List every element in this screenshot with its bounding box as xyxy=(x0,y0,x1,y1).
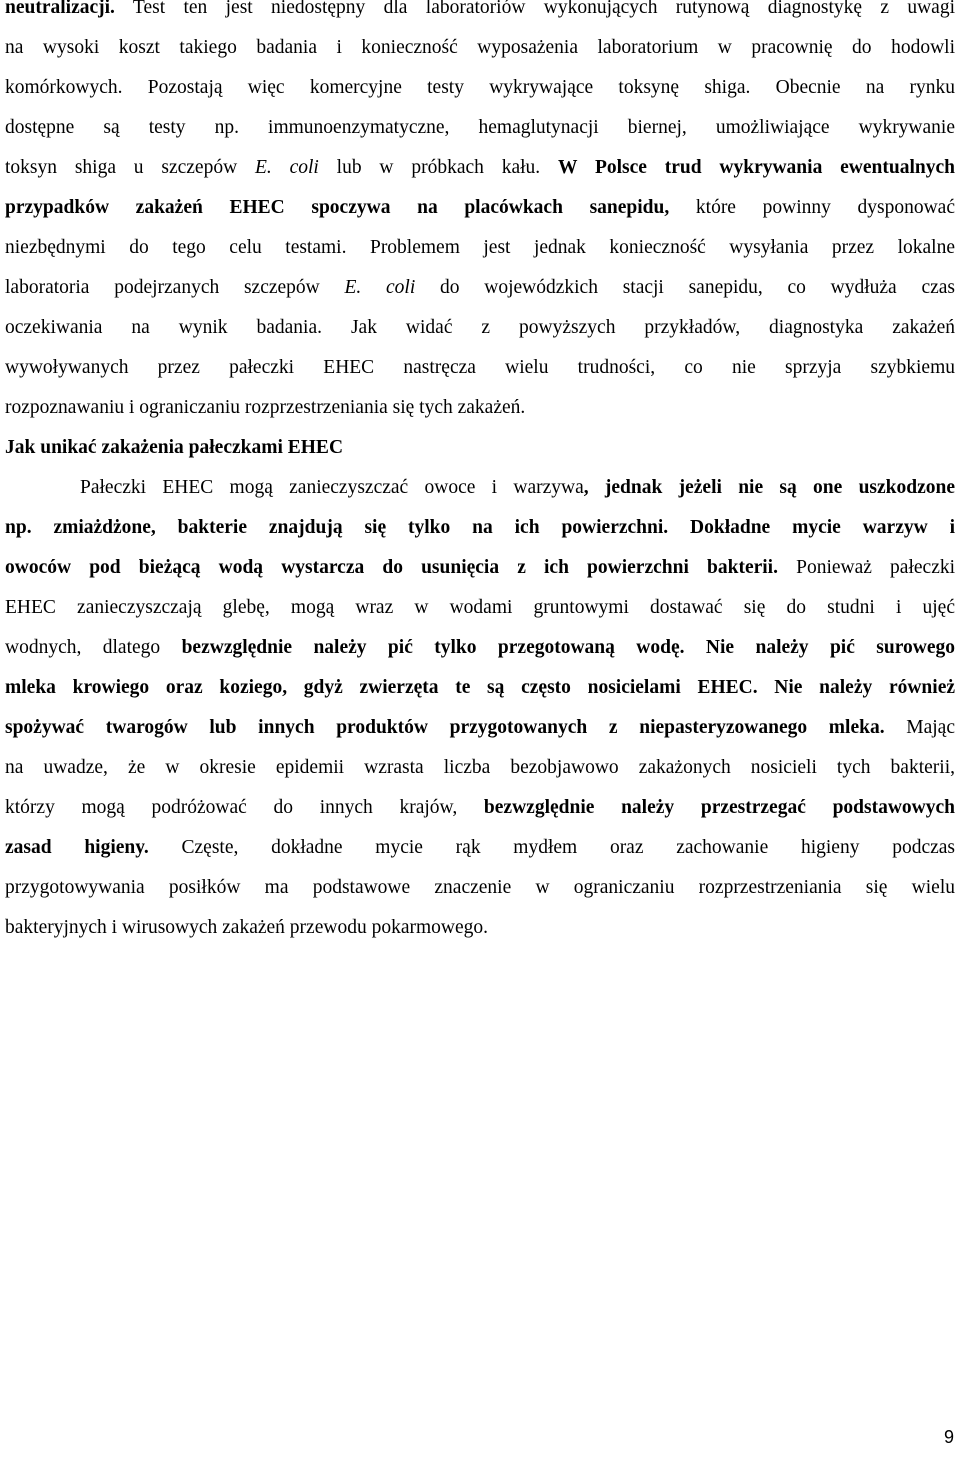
text-run: oczekiwania na wynik badania. Jak widać z powyższych przykładów, diagnostyka zakażeń xyxy=(5,317,955,338)
text-line xyxy=(5,908,955,948)
text-line xyxy=(5,348,955,388)
text-run: spożywać twarogów lub innych produktów przygotowanych z niepasteryzowanego mleka. xyxy=(5,717,885,738)
text-line xyxy=(5,28,955,68)
text-line xyxy=(5,748,955,788)
text-run: niezbędnymi do tego celu testami. Problemem jest jednak konieczność wysyłania przez lokalne xyxy=(5,237,955,258)
text-line xyxy=(5,0,955,28)
text-run: bezwzględnie należy przestrzegać podstawowych xyxy=(483,797,955,818)
text-run: neutralizacji. xyxy=(5,0,115,18)
text-run: przygotowywania posiłków ma podstawowe znaczenie w ograniczaniu rozprzestrzeniania się wielu xyxy=(5,877,955,898)
text-line xyxy=(5,228,955,268)
text-line xyxy=(5,788,955,828)
text-line xyxy=(5,668,955,708)
text-run: laboratoria podejrzanych szczepów xyxy=(5,277,345,298)
text-run: na uwadze, że w okresie epidemii wzrasta liczba bezobjawowo zakażonych nosicieli tych bakterii, xyxy=(5,757,955,778)
text-run: EHEC zanieczyszczają glebę, mogą wraz w wodami gruntowymi dostawać się do studni i ujęć xyxy=(5,597,955,618)
text-run: dostępne są testy np. immunoenzymatyczne, hemaglutynacji biernej, umożliwiające wykrywanie xyxy=(5,117,955,138)
text-run: przypadków zakażeń EHEC spoczywa na placówkach sanepidu, xyxy=(5,197,670,218)
text-line xyxy=(5,508,955,548)
text-run: bezwzględnie należy pić tylko przegotowaną wodę. xyxy=(181,637,685,658)
text-line xyxy=(5,388,955,428)
text-line xyxy=(5,828,955,868)
text-run: zasad higieny. xyxy=(5,837,149,858)
text-run: rozpoznawaniu i ograniczaniu rozprzestrzeniania się tych zakażeń. xyxy=(5,397,526,418)
text-run: komórkowych. Pozostają więc komercyjne testy wykrywające toksynę shiga. Obecnie na rynku xyxy=(5,77,955,98)
text-line xyxy=(5,708,955,748)
text-line xyxy=(5,108,955,148)
text-line xyxy=(5,548,955,588)
text-line xyxy=(5,68,955,108)
text-run: do wojewódzkich stacji sanepidu, co wydłuża czas xyxy=(415,277,956,298)
text-run: Test ten jest niedostępny dla laboratoriów wykonujących rutynową diagnostykę z uwagi xyxy=(114,0,955,18)
text-run: Częste, dokładne mycie rąk mydłem oraz zachowanie higieny podczas xyxy=(148,837,955,858)
text-run: którzy mogą podróżować do innych krajów, xyxy=(5,797,484,818)
text-line xyxy=(5,628,955,668)
text-run: wodnych, dlatego xyxy=(5,637,182,658)
text-run: E. coli xyxy=(255,157,319,178)
text-run: np. zmiażdżone, bakterie znajdują się tylko na ich powierzchni. Dokładne mycie warzyw i xyxy=(5,517,955,538)
text-run: toksyn shiga u szczepów xyxy=(5,157,255,178)
text-run: które powinny dysponować xyxy=(669,197,955,218)
text-line xyxy=(5,188,955,228)
page-number: 9 xyxy=(943,1427,954,1447)
document-page xyxy=(5,0,955,1460)
text-line xyxy=(5,868,955,908)
text-run: , jednak jeżeli nie są one uszkodzone xyxy=(583,477,956,498)
text-run: Nie należy pić surowego xyxy=(705,637,956,658)
text-run: lub w próbkach kału. xyxy=(318,157,558,178)
text-run: na wysoki koszt takiego badania i konieczność wyposażenia laboratorium w pracownię do hodowli xyxy=(5,37,955,58)
text-line xyxy=(5,268,955,308)
text-run: E. coli xyxy=(344,277,416,298)
text-run: Ponieważ pałeczki xyxy=(777,557,956,578)
text-run: Pałeczki EHEC mogą zanieczyszczać owoce i warzywa xyxy=(80,477,584,498)
text-run: Mając xyxy=(884,717,955,738)
text-line xyxy=(5,588,955,628)
text-run: bakteryjnych i wirusowych zakażeń przewodu pokarmowego. xyxy=(5,917,488,938)
text-run: W Polsce trud wykrywania ewentualnych xyxy=(557,157,955,178)
text-run: mleka krowiego oraz koziego, gdyż zwierzęta te są często nosicielami EHEC. Nie należy również xyxy=(5,677,955,698)
text-run xyxy=(685,637,706,658)
text-line xyxy=(5,308,955,348)
text-run: wywoływanych przez pałeczki EHEC nastręcza wielu trudności, co nie sprzyja szybkiemu xyxy=(5,357,955,378)
section-heading: Jak unikać zakażenia pałeczkami EHEC xyxy=(5,437,344,458)
text-line xyxy=(80,468,955,508)
text-run: owoców pod bieżącą wodą wystarcza do usunięcia z ich powierzchni bakterii. xyxy=(5,557,778,578)
text-line xyxy=(5,148,955,188)
